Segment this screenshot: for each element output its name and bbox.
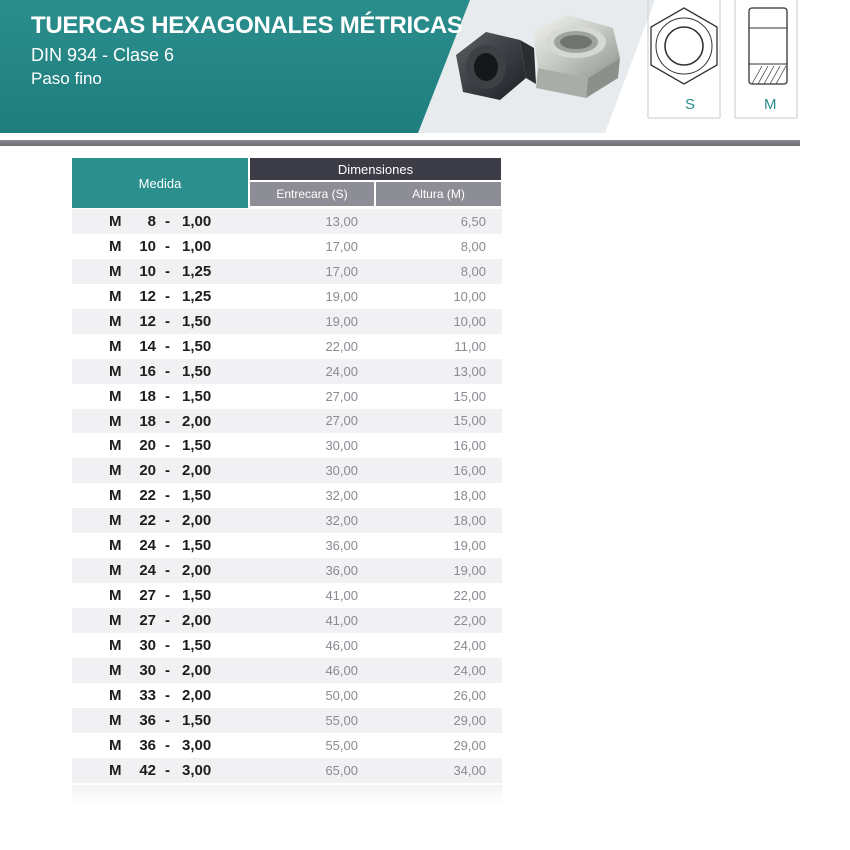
cell-altura: 18,00 xyxy=(453,513,486,529)
table-row xyxy=(72,334,502,359)
cell-medida xyxy=(72,733,248,758)
cell-medida xyxy=(72,483,248,508)
cell-entrecara: 41,00 xyxy=(325,588,358,604)
cell-entrecara: 22,00 xyxy=(325,338,358,354)
technical-drawing xyxy=(590,0,800,133)
cell-altura: 29,00 xyxy=(453,712,486,728)
separator-dash: - xyxy=(165,262,170,280)
cell-altura: 24,00 xyxy=(453,637,486,653)
thread-pitch: 1,50 xyxy=(182,587,212,605)
metric-prefix: M xyxy=(109,337,122,355)
thread-pitch: 1,00 xyxy=(182,213,212,230)
thread-size: 27 xyxy=(139,612,156,629)
thread-size: 10 xyxy=(139,237,156,255)
separator-dash: - xyxy=(165,387,170,405)
cell-altura: 18,00 xyxy=(453,488,486,504)
cell-altura: 6,50 xyxy=(460,213,486,229)
thread-pitch: 1,00 xyxy=(182,237,212,255)
cell-entrecara: 13,00 xyxy=(325,213,358,229)
metric-prefix: M xyxy=(109,437,122,455)
thread-size: 27 xyxy=(139,587,156,605)
cell-medida xyxy=(72,558,248,583)
thread-pitch: 2,00 xyxy=(182,661,212,679)
header-banner xyxy=(0,0,800,133)
thread-size: 42 xyxy=(139,761,156,779)
cell-medida xyxy=(72,433,248,458)
cell-medida xyxy=(72,708,248,733)
cell-medida xyxy=(72,608,248,633)
table-row xyxy=(72,359,502,384)
thread-pitch: 2,00 xyxy=(182,612,212,629)
separator-dash: - xyxy=(165,237,170,255)
table-row xyxy=(72,284,502,309)
metric-prefix: M xyxy=(109,462,122,480)
cell-altura: 15,00 xyxy=(453,388,486,404)
metric-prefix: M xyxy=(109,412,122,430)
thread-pitch: 1,50 xyxy=(182,387,212,405)
table-row xyxy=(72,633,502,658)
cell-altura: 16,00 xyxy=(453,438,486,454)
table-row xyxy=(72,608,502,633)
thread-pitch: 1,50 xyxy=(182,487,212,505)
table-footer xyxy=(72,785,502,805)
thread-size: 10 xyxy=(139,262,156,280)
thread-size: 20 xyxy=(139,437,156,455)
separator-dash: - xyxy=(165,312,170,330)
cell-entrecara: 19,00 xyxy=(325,288,358,304)
thread-pitch: 2,00 xyxy=(182,512,212,530)
table-row xyxy=(72,483,502,508)
thread-pitch: 3,00 xyxy=(182,761,212,779)
separator-dash: - xyxy=(165,213,170,230)
cell-entrecara: 32,00 xyxy=(325,488,358,504)
cell-altura: 8,00 xyxy=(460,238,486,254)
cell-entrecara: 17,00 xyxy=(325,263,358,279)
cell-entrecara: 65,00 xyxy=(325,762,358,778)
cell-altura: 34,00 xyxy=(453,762,486,778)
diagram-label-m: M xyxy=(764,96,777,113)
metric-prefix: M xyxy=(109,686,122,704)
cell-entrecara: 36,00 xyxy=(325,563,358,579)
separator-dash: - xyxy=(165,512,170,530)
table-row xyxy=(72,733,502,758)
thread-size: 18 xyxy=(139,412,156,430)
thread-size: 16 xyxy=(139,362,156,380)
metric-prefix: M xyxy=(109,262,122,280)
thread-pitch: 1,50 xyxy=(182,312,212,330)
cell-altura: 10,00 xyxy=(453,313,486,329)
separator-dash: - xyxy=(165,587,170,605)
separator-dash: - xyxy=(165,362,170,380)
thread-size: 30 xyxy=(139,661,156,679)
thread-pitch: 2,00 xyxy=(182,462,212,480)
thread-pitch: 1,50 xyxy=(182,537,212,555)
cell-medida xyxy=(72,633,248,658)
column-header-entrecara: Entrecara (S) xyxy=(250,182,374,206)
cell-altura: 13,00 xyxy=(453,363,486,379)
metric-prefix: M xyxy=(109,736,122,754)
cell-entrecara: 17,00 xyxy=(325,238,358,254)
cell-altura: 19,00 xyxy=(453,563,486,579)
thread-size: 36 xyxy=(139,711,156,729)
separator-dash: - xyxy=(165,487,170,505)
thread-pitch: 1,25 xyxy=(182,262,212,280)
thread-size: 33 xyxy=(139,686,156,704)
cell-medida xyxy=(72,508,248,533)
table-row xyxy=(72,708,502,733)
table-row xyxy=(72,683,502,708)
thread-size: 30 xyxy=(139,636,156,654)
metric-prefix: M xyxy=(109,661,122,679)
metric-prefix: M xyxy=(109,287,122,305)
cell-altura: 10,00 xyxy=(453,288,486,304)
cell-altura: 11,00 xyxy=(454,338,486,354)
thread-pitch: 2,00 xyxy=(182,562,212,580)
cell-altura: 26,00 xyxy=(453,687,486,703)
header-divider xyxy=(0,140,800,146)
cell-altura: 19,00 xyxy=(453,538,486,554)
separator-dash: - xyxy=(165,636,170,654)
cell-entrecara: 55,00 xyxy=(325,712,358,728)
separator-dash: - xyxy=(165,711,170,729)
dimensions-table-body xyxy=(72,209,502,783)
table-row xyxy=(72,658,502,683)
table-row xyxy=(72,533,502,558)
cell-entrecara: 46,00 xyxy=(325,637,358,653)
metric-prefix: M xyxy=(109,362,122,380)
metric-prefix: M xyxy=(109,562,122,580)
cell-medida xyxy=(72,209,248,234)
cell-altura: 24,00 xyxy=(453,662,486,678)
table-row xyxy=(72,558,502,583)
column-header-dimensiones: Dimensiones xyxy=(250,158,501,180)
thread-pitch: 1,50 xyxy=(182,636,212,654)
table-row xyxy=(72,433,502,458)
cell-medida xyxy=(72,409,248,434)
cell-altura: 16,00 xyxy=(453,463,486,479)
diagram-label-s: S xyxy=(685,96,696,113)
cell-entrecara: 24,00 xyxy=(325,363,358,379)
thread-type-subtitle: Paso fino xyxy=(31,69,102,88)
cell-entrecara: 46,00 xyxy=(325,662,358,678)
metric-prefix: M xyxy=(109,612,122,629)
table-row xyxy=(72,234,502,259)
cell-entrecara: 50,00 xyxy=(325,687,358,703)
thread-size: 24 xyxy=(139,562,156,580)
separator-dash: - xyxy=(165,437,170,455)
thread-size: 8 xyxy=(147,213,156,230)
cell-altura: 29,00 xyxy=(453,737,486,753)
page-title: TUERCAS HEXAGONALES MÉTRICAS xyxy=(31,12,463,39)
metric-prefix: M xyxy=(109,213,122,230)
separator-dash: - xyxy=(165,736,170,754)
cell-entrecara: 27,00 xyxy=(325,388,358,404)
cell-medida xyxy=(72,309,248,334)
table-row xyxy=(72,458,502,483)
cell-entrecara: 55,00 xyxy=(325,737,358,753)
separator-dash: - xyxy=(165,612,170,629)
thread-pitch: 2,00 xyxy=(182,686,212,704)
metric-prefix: M xyxy=(109,237,122,255)
cell-entrecara: 32,00 xyxy=(325,513,358,529)
cell-medida xyxy=(72,234,248,259)
metric-prefix: M xyxy=(109,312,122,330)
separator-dash: - xyxy=(165,686,170,704)
separator-dash: - xyxy=(165,412,170,430)
cell-medida xyxy=(72,583,248,608)
metric-prefix: M xyxy=(109,512,122,530)
cell-medida xyxy=(72,384,248,409)
cell-altura: 22,00 xyxy=(453,588,486,604)
metric-prefix: M xyxy=(109,761,122,779)
table-row xyxy=(72,409,502,434)
thread-pitch: 1,50 xyxy=(182,362,212,380)
cell-medida xyxy=(72,533,248,558)
separator-dash: - xyxy=(165,537,170,555)
cell-entrecara: 36,00 xyxy=(325,538,358,554)
thread-size: 12 xyxy=(139,287,156,305)
cell-altura: 22,00 xyxy=(453,612,486,628)
cell-medida xyxy=(72,259,248,284)
separator-dash: - xyxy=(165,761,170,779)
cell-entrecara: 41,00 xyxy=(325,612,358,628)
cell-altura: 8,00 xyxy=(460,263,486,279)
thread-size: 14 xyxy=(139,337,156,355)
standard-subtitle: DIN 934 - Clase 6 xyxy=(31,45,175,65)
thread-pitch: 1,50 xyxy=(182,711,212,729)
separator-dash: - xyxy=(165,287,170,305)
cell-entrecara: 30,00 xyxy=(325,438,358,454)
table-row xyxy=(72,508,502,533)
thread-pitch: 1,50 xyxy=(182,437,212,455)
cell-entrecara: 30,00 xyxy=(325,463,358,479)
thread-size: 12 xyxy=(139,312,156,330)
cell-medida xyxy=(72,758,248,783)
thread-size: 20 xyxy=(139,462,156,480)
table-row xyxy=(72,259,502,284)
cell-medida xyxy=(72,359,248,384)
metric-prefix: M xyxy=(109,711,122,729)
thread-size: 22 xyxy=(139,512,156,530)
metric-prefix: M xyxy=(109,636,122,654)
cell-medida xyxy=(72,458,248,483)
separator-dash: - xyxy=(165,562,170,580)
separator-dash: - xyxy=(165,661,170,679)
cell-medida xyxy=(72,683,248,708)
table-row xyxy=(72,583,502,608)
separator-dash: - xyxy=(165,337,170,355)
metric-prefix: M xyxy=(109,537,122,555)
thread-size: 22 xyxy=(139,487,156,505)
cell-entrecara: 27,00 xyxy=(325,413,358,429)
thread-pitch: 3,00 xyxy=(182,736,212,754)
thread-size: 18 xyxy=(139,387,156,405)
thread-size: 36 xyxy=(139,736,156,754)
thread-pitch: 1,25 xyxy=(182,287,212,305)
table-row xyxy=(72,309,502,334)
cell-entrecara: 19,00 xyxy=(325,313,358,329)
cell-medida xyxy=(72,658,248,683)
cell-medida xyxy=(72,334,248,359)
cell-medida xyxy=(72,284,248,309)
cell-altura: 15,00 xyxy=(453,413,486,429)
table-row xyxy=(72,209,502,234)
thread-size: 24 xyxy=(139,537,156,555)
separator-dash: - xyxy=(165,462,170,480)
column-header-altura: Altura (M) xyxy=(376,182,501,206)
thread-pitch: 2,00 xyxy=(182,412,212,430)
table-row xyxy=(72,758,502,783)
metric-prefix: M xyxy=(109,387,122,405)
table-row xyxy=(72,384,502,409)
metric-prefix: M xyxy=(109,487,122,505)
thread-pitch: 1,50 xyxy=(182,337,212,355)
column-header-medida: Medida xyxy=(72,158,248,208)
metric-prefix: M xyxy=(109,587,122,605)
